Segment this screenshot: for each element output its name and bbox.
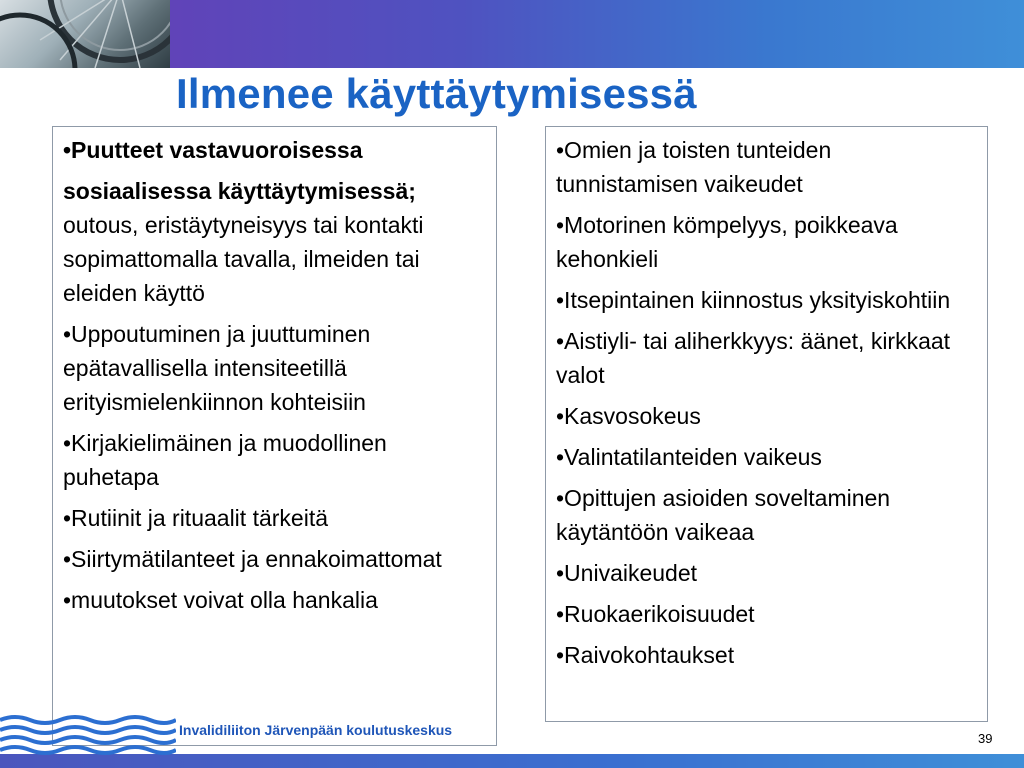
list-item: •Kasvosokeus (556, 403, 701, 429)
list-item: •Aistiyli- tai aliherkkyys: äänet, kirkkaat valot (556, 328, 951, 388)
list-item: •Siirtymätilanteet ja ennakoimattomat (63, 546, 442, 572)
list-item: •Uppoutuminen ja juuttuminen epätavallisella intensiteetillä erityismielenkiinnon kohteisiin (63, 321, 371, 415)
list-item: •Ruokaerikoisuudet (556, 601, 755, 627)
slide-title: Ilmenee käyttäytymisessä (176, 70, 697, 117)
list-item: •Motorinen kömpelyys, poikkeava kehonkieli (556, 212, 898, 272)
bold-lead: •Puutteet vastavuoroisessa (63, 137, 363, 163)
list-item: •Kirjakielimäinen ja muodollinen puhetapa (63, 430, 387, 490)
left-column (52, 126, 497, 746)
list-item: •Raivokohtaukset (556, 642, 735, 668)
list-item: •Univaikeudet (556, 560, 698, 586)
wheelchair-photo (0, 0, 170, 68)
organization-name: Invalidiliiton Järvenpään koulutuskeskus (179, 722, 453, 738)
list-item: •Omien ja toisten tunteiden tunnistamisen vaikeudet (556, 137, 832, 197)
list-item: •Opittujen asioiden soveltaminen käytäntöön vaikeaa (556, 485, 891, 545)
list-item: •muutokset voivat olla hankalia (63, 587, 378, 613)
list-item (63, 174, 488, 310)
item-text: outous, eristäytyneisyys tai kontakti sopimattomalla tavalla, ilmeiden tai eleiden käyttö (63, 212, 424, 306)
page-number: 39 (978, 731, 993, 746)
wave-logo-icon (0, 712, 176, 768)
list-item: •Itsepintainen kiinnostus yksityiskohtiin (556, 287, 951, 313)
list-item: •Rutiinit ja rituaalit tärkeitä (63, 505, 328, 531)
list-item (63, 133, 488, 167)
bold-continuation: sosiaalisessa käyttäytymisessä; (63, 178, 416, 204)
list-item: •Valintatilanteiden vaikeus (556, 444, 822, 470)
right-column (545, 126, 988, 722)
